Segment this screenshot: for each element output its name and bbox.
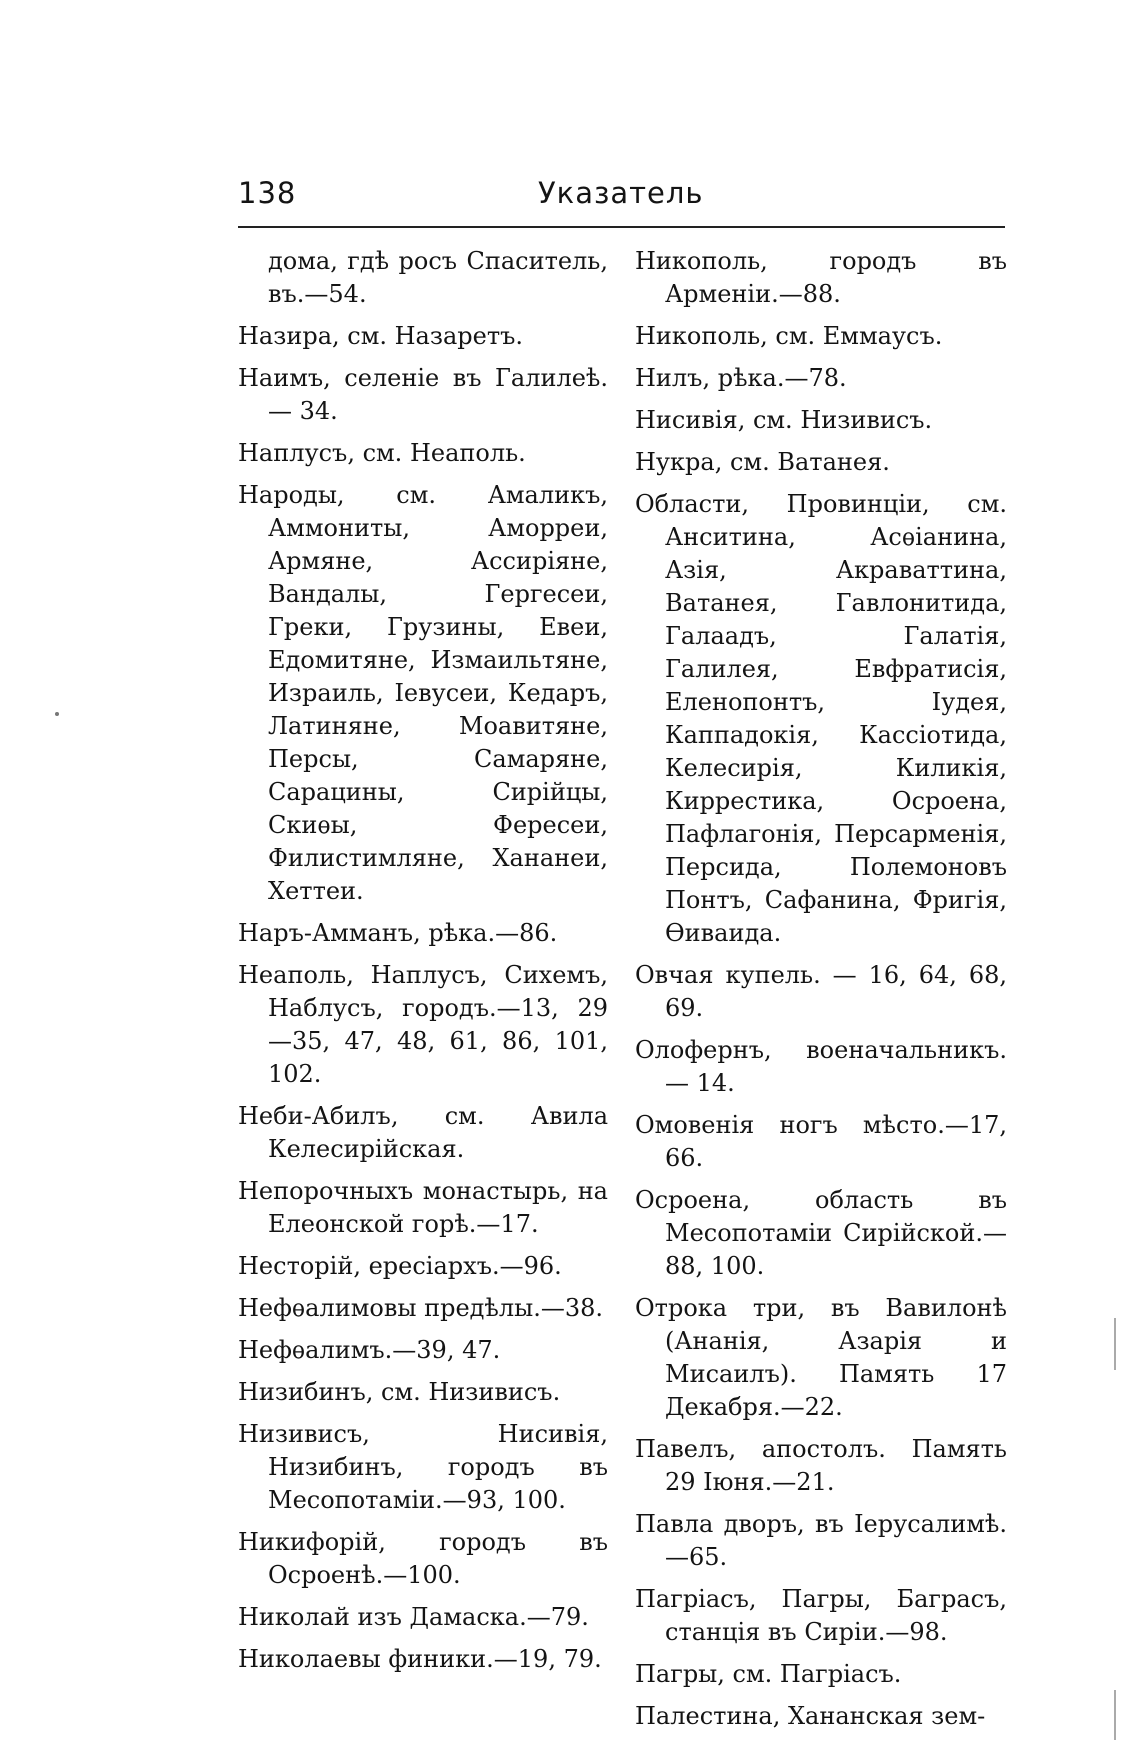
index-entry: Пагріасъ, Пагры, Баграсъ, станція въ Сиріи.—98. [635,1585,1007,1646]
index-column-right [635,245,1007,1742]
index-entry: Низивисъ, Нисивія, Низибинъ, городъ въ Месопотаміи.—93, 100. [238,1420,608,1514]
index-entry: Низибинъ, см. Низивисъ. [238,1378,561,1406]
index-entry: Неаполь, Наплусъ, Сихемъ, Наблусъ, городъ.—13, 29—35, 47, 48, 61, 86, 101, 102. [238,961,608,1088]
index-entry: Омовенія ногъ мѣсто.—17, 66. [635,1111,1007,1172]
index-entry: дома, гдѣ росъ Спаситель, въ.—54. [268,247,608,308]
index-entry: Пагры, см. Пагріасъ. [635,1660,902,1688]
index-entry: Никополь, городъ въ Арменіи.—88. [635,247,1007,308]
index-entry: Отрока три, въ Вавилонѣ (Ананія, Азарія и Мисаилъ). Память 17 Декабря.—22. [635,1294,1007,1421]
index-entry: Наимъ, селеніе въ Галилеѣ.— 34. [238,364,608,425]
index-entry: Непорочныхъ монастырь, на Елеонской горѣ.—17. [238,1177,608,1238]
index-entry: Павелъ, апостолъ. Память 29 Іюня.—21. [635,1435,1007,1496]
scan-speck [55,712,59,716]
index-entry: Овчая купель. — 16, 64, 68, 69. [635,961,1007,1022]
index-entry: Нилъ, рѣка.—78. [635,364,847,392]
running-title: Указатель [538,176,704,210]
index-entry: Павла дворъ, въ Іерусалимѣ. —65. [635,1510,1007,1571]
index-entry: Несторій, ересіархъ.—96. [238,1252,562,1280]
page-header [238,176,1005,224]
index-entry: Палестина, Хананская зем- [635,1702,986,1730]
index-entry: Никифорій, городъ въ Осроенѣ.—100. [238,1528,608,1589]
index-entry: Николай изъ Дамаска.—79. [238,1603,589,1631]
index-entry: Нефѳалимъ.—39, 47. [238,1336,501,1364]
index-entry: Народы, см. Амаликъ, Аммониты, Аморреи, Армяне, Ассиріяне, Вандалы, Гергесеи, Греки, Грузины, Евеи, Едомитяне, Измаильтяне, Израиль, Іевусеи, Кедаръ, Латиняне, Моавитяне, Персы, Самаряне, Сарацины, Сирійцы, Скиѳы, Фересеи, Филистимляне, Хананеи, Хеттеи. [238,481,608,905]
scan-edge-mark [1114,1318,1116,1370]
index-entry: Нукра, см. Ватанея. [635,448,890,476]
index-entry: Осроена, область въ Месопотаміи Сирійской.—88, 100. [635,1186,1007,1280]
index-entry: Наплусъ, см. Неаполь. [238,439,526,467]
index-entry: Неби-Абилъ, см. Авила Келесирійская. [238,1102,608,1163]
scan-edge-mark [1114,1690,1116,1740]
index-entry: Олофернъ, военачальникъ. — 14. [635,1036,1007,1097]
index-entry: Нефѳалимовы предѣлы.—38. [238,1294,604,1322]
header-rule [238,226,1005,228]
index-column-left [238,245,608,1685]
index-entry: Нисивія, см. Низивисъ. [635,406,933,434]
index-entry: Назира, см. Назаретъ. [238,322,523,350]
index-entry: Наръ-Амманъ, рѣка.—86. [238,919,558,947]
index-entry: Никополь, см. Еммаусъ. [635,322,943,350]
index-entry: Области, Провинціи, см. Анситина, Асѳіанина, Азія, Акраваттина, Ватанея, Гавлонитида, Галаадъ, Галатія, Галилея, Евфратисія, Еленопонтъ, Іудея, Каппадокія, Кассіотида, Келесирія, Киликія, Киррестика, Осроена, Пафлагонія, Персарменія, Персида, Полемоновъ Понтъ, Сафанина, Фригія, Ѳиваида. [635,490,1007,947]
page-number: 138 [238,176,297,210]
index-entry: Николаевы финики.—19, 79. [238,1645,602,1673]
